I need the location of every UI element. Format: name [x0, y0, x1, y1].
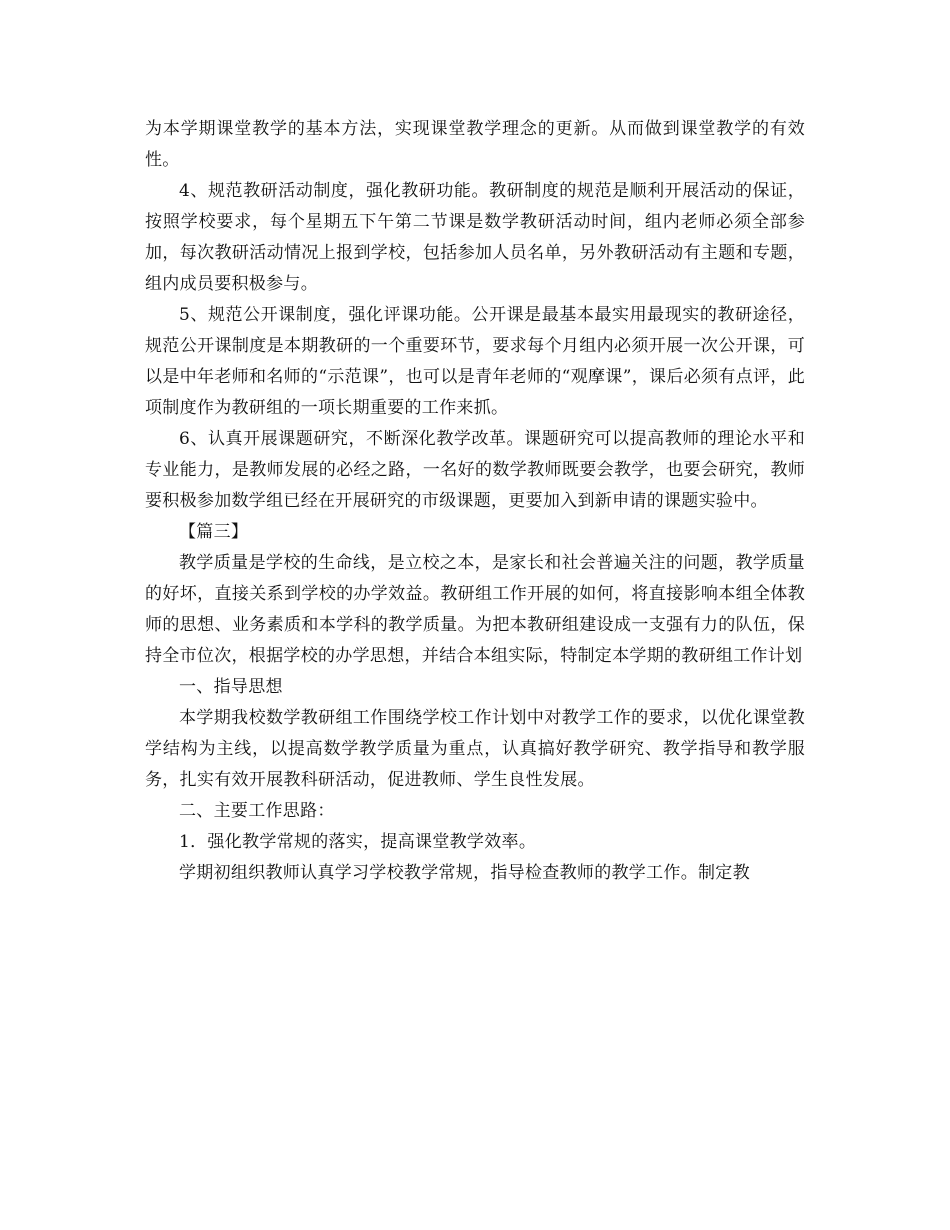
paragraph-item-4: 4、规范教研活动制度，强化教研功能。教研制度的规范是顺利开展活动的保证，按照学校要求，每个星期五下午第二节课是数学教研活动时间，组内老师必须全部参加，每次教研活动情况上报到学校，包括参加人员名单，另外教研活动有主题和专题，组内成员要积极参与。: [145, 181, 805, 294]
paragraph-continuation: 为本学期课堂教学的基本方法，实现课堂教学理念的更新。从而做到课堂教学的有效性。: [145, 119, 805, 170]
paragraph-item-5: 5、规范公开课制度，强化评课功能。公开课是最基本最实用最现实的教研途径，规范公开课制度是本期教研的一个重要环节，要求每个月组内必须开展一次公开课，可以是中年老师和名师的“示范课”，也可以是青年老师的“观摩课”，课后必须有点评，此项制度作为教研组的一项长期重要的工作来抓。: [145, 305, 805, 418]
document-body: [145, 114, 805, 889]
section-heading-work-ideas: 二、主要工作思路：: [179, 801, 335, 821]
section-heading-part-three: 【篇三】: [179, 522, 249, 542]
paragraph-item-6: 6、认真开展课题研究，不断深化教学改革。课题研究可以提高教师的理论水平和专业能力，是教师发展的必经之路，一名好的数学教师既要会教学，也要会研究，教师要积极参加数学组已经在开展研究的市级课题，更要加入到新申请的课题实验中。: [145, 429, 805, 511]
subheading-teaching-routine: 1．强化教学常规的落实，提高课堂教学效率。: [179, 832, 537, 852]
section-heading-guiding-thought: 一、指导思想: [179, 677, 283, 697]
paragraph-introduction: 教学质量是学校的生命线，是立校之本，是家长和社会普遍关注的问题，教学质量的好坏，直接关系到学校的办学效益。教研组工作开展的如何，将直接影响本组全体教师的思想、业务素质和本学科的教学质量。为把本教研组建设成一支强有力的队伍，保持全市位次，根据学校的办学思想，并结合本组实际，特制定本学期的教研组工作计划: [145, 553, 805, 666]
paragraph-guiding-thought: 本学期我校数学教研组工作围绕学校工作计划中对教学工作的要求，以优化课堂教学结构为主线，以提高数学教学质量为重点，认真搞好教学研究、教学指导和教学服务，扎实有效开展教科研活动，促进教师、学生良性发展。: [145, 708, 805, 790]
paragraph-teaching-routine: 学期初组织教师认真学习学校教学常规，指导检查教师的教学工作。制定教: [179, 863, 750, 883]
